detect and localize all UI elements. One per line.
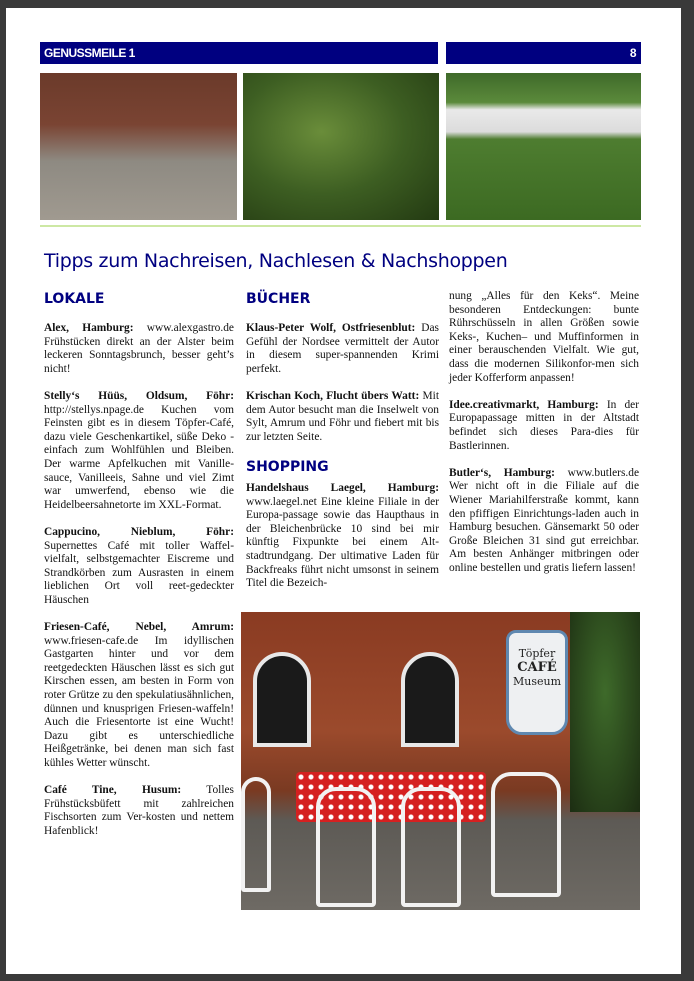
chair (401, 787, 461, 907)
entry-name: Handelshaus Laegel, Hamburg: (246, 481, 439, 494)
entry-text: Im idyllischen Gastgarten hinter und vor dem reetgedeckten Häuschen lässt es sich gut Kirschen essen, am besten in Form von roter Grütze zu den spekulatiusähnlichen, dünnen und knusprigen Friesen-waffeln! Auch die Friesentorte ist eine Wucht! Dazu gibt es unterschiedliche Heißgetränke, bei denen man sich fast kühles Wetter wünscht. (44, 634, 234, 769)
sign-line-2: CAFÉ (517, 660, 557, 675)
entry-link[interactable]: www.butlers.de (567, 466, 639, 479)
photo-garden-bench (446, 73, 641, 220)
entry-link[interactable]: www.alexgastro.de (146, 322, 234, 334)
entry-butlers (449, 467, 639, 576)
entry-cafe-tine (44, 784, 234, 838)
entry-name: Cappucino, Nieblum, Föhr: (44, 525, 234, 538)
sign-line-1: Töpfer (518, 647, 556, 660)
sign-line-3: Museum (512, 675, 562, 688)
entry-name: Idee.creativmarkt, Hamburg: (449, 398, 599, 411)
entry-text: Frühstücken direkt an der Alster beim leckeren Sonntagsbrunch, besser geht’s nicht! (44, 335, 234, 375)
entry-name: Café Tine, Husum: (44, 784, 182, 797)
entry-name: Klaus-Peter Wolf, Ostfriesenblut: (246, 322, 416, 334)
chair (491, 772, 561, 897)
entry-name: Stelly‘s Hüüs, Oldsum, Föhr: (44, 389, 234, 402)
chair (316, 787, 376, 907)
entry-text: Das Gefühl der Nordsee vermittelt der Autor in diesem super-spannenden Krimi perfekt. (246, 322, 439, 375)
section-heading-buecher: BÜCHER (246, 291, 311, 307)
greenery (570, 612, 640, 812)
divider-rule (40, 225, 641, 227)
entry-cappucino (44, 526, 234, 608)
section-heading-lokale: LOKALE (44, 291, 105, 307)
photo-toepfer-cafe (241, 612, 640, 910)
entry-name: Friesen-Café, Nebel, Amrum: (44, 621, 234, 634)
section-header: GENUSSMEILE 1 (40, 42, 438, 64)
section-heading-shopping: SHOPPING (246, 458, 329, 475)
entry-name: Butler‘s, Hamburg: (449, 466, 555, 479)
entry-idee (449, 399, 639, 453)
entry-text: Mit dem Autor besucht man die Inselwelt von Sylt, Amrum und Föhr und fiebert mit bis zur letzten Seite. (246, 389, 439, 443)
arched-window (401, 652, 459, 747)
entry-text: Wer nicht oft in die Filiale auf die Wiener Mariahilferstraße kommt, kann den pfiffigen Einrichtungs-laden auch in Hamburg besuchen. Gänsemarkt 50 oder Große Bleichen 31 sind gut erreichbar. Am besten Anhänger mitbringen oder online bestellen und gratis liefern lassen! (449, 480, 639, 574)
page-number: 8 (446, 42, 641, 64)
photo-sailor-figure-bench (40, 73, 237, 220)
entry-friesen-cafe (44, 621, 234, 771)
entry-link[interactable]: www.friesen-cafe.de (44, 634, 139, 647)
entry-link[interactable]: www.laegel.net (246, 495, 317, 508)
entry-name: Alex, Hamburg: (44, 322, 134, 334)
entry-stellys (44, 390, 234, 512)
column-shopping-continued (449, 290, 639, 589)
entry-text: Tolles Frühstücksbüfett mit zahlreichen Fischsorten zum Ver-kosten und nettem Hafenblick! (44, 784, 234, 837)
column-buecher-shopping (246, 290, 439, 604)
entry-text: Kuchen vom Feinsten gibt es in diesem Töpfer-Café, dazu viele Geschenkartikel, süße Deko - einfach zum Wohlfühlen und Bleiben. Der warme Apfelkuchen mit Vanille-sauce, Vanilleeis, Sahne und viel Zimt war umwerfend, ebenso wie die Heidelbeersahnetorte im XXL-Format. (44, 403, 234, 511)
page-title: Tipps zum Nachreisen, Nachlesen & Nachshoppen (44, 250, 508, 272)
entry-text: nung „Alles für den Keks“. Meine besonderen Entdeckungen: bunte Rührschüsseln in allen Größen sowie Keks-, Kuchen– und Muffinformen in einer berauschenden Vielfalt. Wie gut, dass die modernen Silikonfor-men sich jeder Kofferform anpassen! (449, 290, 639, 384)
entry-text: In der Europapassage mitten in der Altstadt befindet sich dieses Para-dies für Bastlerinnen. (449, 398, 639, 452)
cafe-sign (506, 630, 568, 735)
entry-link[interactable]: http://stellys.npage.de (44, 403, 144, 416)
entry-koch (246, 390, 439, 444)
entry-alex (44, 322, 234, 376)
entry-wolf (246, 322, 439, 376)
entry-text: Supernettes Café mit toller Waffel-vielfalt, selbstgemachter Eiscreme und Strandkörben zum Ausrasten in einem lieblichen Ort voll reet-gedeckter Häuschen (44, 539, 234, 606)
column-lokale (44, 290, 234, 852)
entry-laegel (246, 482, 439, 591)
photo-binocular-figure (243, 73, 439, 220)
entry-name: Krischan Koch, Flucht übers Watt: (246, 389, 420, 402)
chair (241, 777, 271, 892)
entry-laegel-continued (449, 290, 639, 385)
arched-window (253, 652, 311, 747)
entry-text: Eine kleine Filiale in der Europa-passage sowie das Haupthaus in der Bleichenbrücke 10 sind bei mir künftig Fixpunkte bei einem Alt-stadtrundgang. Der ultimative Laden für Backfreaks führt nicht umsonst in seinem Titel die Bezeich- (246, 495, 439, 590)
